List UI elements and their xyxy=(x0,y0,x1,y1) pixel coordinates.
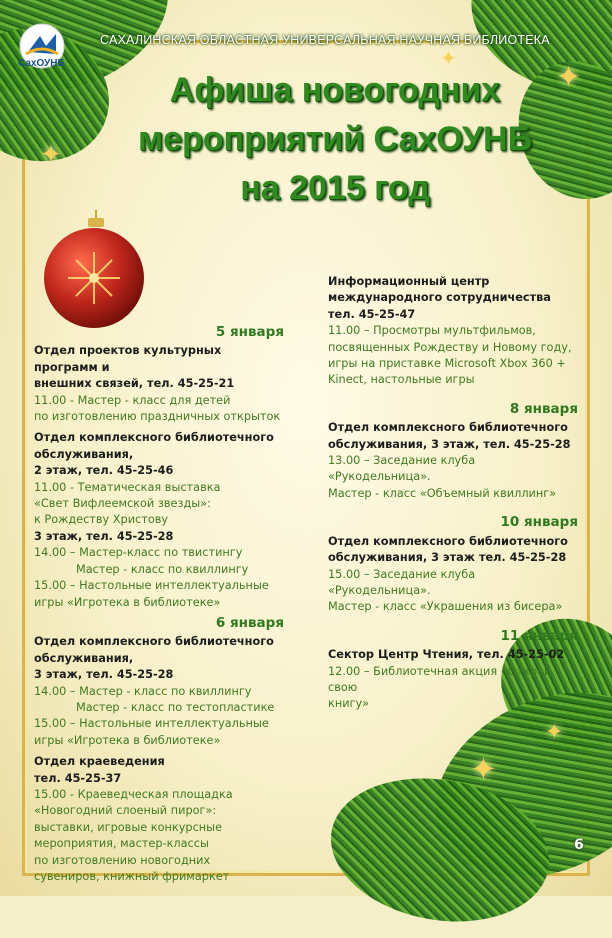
date-heading: 5 января xyxy=(215,324,284,340)
department-line: Отдел комплексного библиотечного xyxy=(328,421,568,435)
event-line: Мастер - класс по тестопластике xyxy=(76,700,275,714)
event-line: 13.00 – Заседание клуба «Рукодельница». xyxy=(328,454,476,484)
event-line: Мастер - класс «Объемный квиллинг» xyxy=(328,486,557,500)
title-line: Афиша новогодних xyxy=(169,71,501,109)
event-line: 14.00 – Мастер - класс по квиллингу xyxy=(34,684,252,698)
event-line: выставки, игровые конкурсные xyxy=(34,820,223,834)
date-heading: 11 января xyxy=(500,627,578,644)
logo-text: СахОУНБ xyxy=(18,58,65,69)
event-line: 12.00 – Библиотечная акция «Открой свою xyxy=(328,664,552,694)
event-line: мероприятия, мастер-классы xyxy=(34,837,209,851)
department-line: 2 этаж, тел. 45-25-46 xyxy=(34,464,174,478)
left-column xyxy=(34,320,284,885)
department-line: Отдел краеведения xyxy=(34,755,165,769)
title-line: на 2015 год xyxy=(240,169,430,207)
christmas-ball-ornament-icon xyxy=(36,210,146,330)
event-line: Kinect, настольные игры xyxy=(328,373,475,387)
date-heading: 8 января xyxy=(509,400,578,417)
event-line: «Новогодний слоеный пирог»: xyxy=(34,804,217,818)
event-line: 15.00 - Краеведческая площадка xyxy=(34,787,233,801)
department-line: тел. 45-25-37 xyxy=(34,771,122,785)
star-icon: ✦ xyxy=(545,720,564,745)
department-line: Информационный центр xyxy=(328,275,490,288)
library-name: САХАЛИНСКАЯ ОБЛАСТНАЯ УНИВЕРСАЛЬНАЯ НАУЧНАЯ БИБЛИОТЕКА xyxy=(100,33,550,47)
event-line: по изготовлению новогодних xyxy=(34,853,211,867)
event-line: по изготовлению праздничных открыток xyxy=(34,410,281,424)
event-line: посвященных Рождеству и Новому году, xyxy=(328,340,572,354)
event-line: Мастер - класс «Украшения из бисера» xyxy=(328,600,563,614)
department-line: международного сотрудничества xyxy=(328,291,551,305)
event-line: 11.00 - Тематическая выставка xyxy=(34,480,221,494)
event-line: «Свет Вифлеемской звезды»: xyxy=(34,497,211,511)
event-line: игры «Игротека в библиотеке» xyxy=(34,595,221,609)
event-line: сувениров, книжный фримаркет xyxy=(34,870,230,883)
department-line: обслуживания, xyxy=(34,447,134,461)
star-icon: ✦ xyxy=(440,46,457,70)
department-line: Отдел комплексного библиотечного xyxy=(34,431,274,445)
department-line: 3 этаж, тел. 45-25-28 xyxy=(34,668,174,682)
right-column xyxy=(328,274,578,713)
event-line: 11.00 - Мастер - класс для детей xyxy=(34,393,231,407)
event-line: 11.00 – Просмотры мультфильмов, xyxy=(328,324,536,338)
department-line: обслуживания, 3 этаж, тел. 45-25-28 xyxy=(328,437,571,451)
event-line: игры на приставке Microsoft Xbox 360 + xyxy=(328,357,566,371)
event-line: игры «Игротека в библиотеке» xyxy=(34,733,221,747)
star-icon: ✦ xyxy=(556,60,582,95)
department-line: Отдел проектов культурных программ и xyxy=(34,344,222,374)
department-line: Сектор Центр Чтения, тел. 45-25-02 xyxy=(328,648,565,662)
department-line: внешних связей, тел. 45-25-21 xyxy=(34,377,235,391)
title-line: мероприятий СахОУНБ xyxy=(137,120,533,158)
department-line: обслуживания, xyxy=(34,651,134,665)
page-title xyxy=(100,66,570,213)
event-line: 14.00 – Мастер-класс по твистингу xyxy=(34,546,243,560)
event-line: к Рождеству Христову xyxy=(34,513,169,527)
department-line: тел. 45-25-47 xyxy=(328,307,416,321)
department-line: Отдел комплексного библиотечного xyxy=(328,534,568,548)
department-line: Отдел комплексного библиотечного xyxy=(34,635,274,649)
page-number: 6 xyxy=(574,837,584,853)
event-line: Мастер - класс по квиллингу xyxy=(76,562,249,576)
star-icon: ✦ xyxy=(40,140,62,170)
event-line: 15.00 – Заседание клуба «Рукодельница». xyxy=(328,567,476,597)
date-heading: 6 января xyxy=(215,614,284,631)
event-line: 15.00 – Настольные интеллектуальные xyxy=(34,579,269,593)
department-line: 3 этаж, тел. 45-25-28 xyxy=(34,529,174,543)
department-line: обслуживания, 3 этаж тел. 45-25-28 xyxy=(328,551,567,565)
event-line: 15.00 – Настольные интеллектуальные xyxy=(34,717,269,731)
star-icon: ✦ xyxy=(470,750,497,788)
event-line: книгу» xyxy=(328,697,370,711)
date-heading: 10 января xyxy=(500,514,578,531)
